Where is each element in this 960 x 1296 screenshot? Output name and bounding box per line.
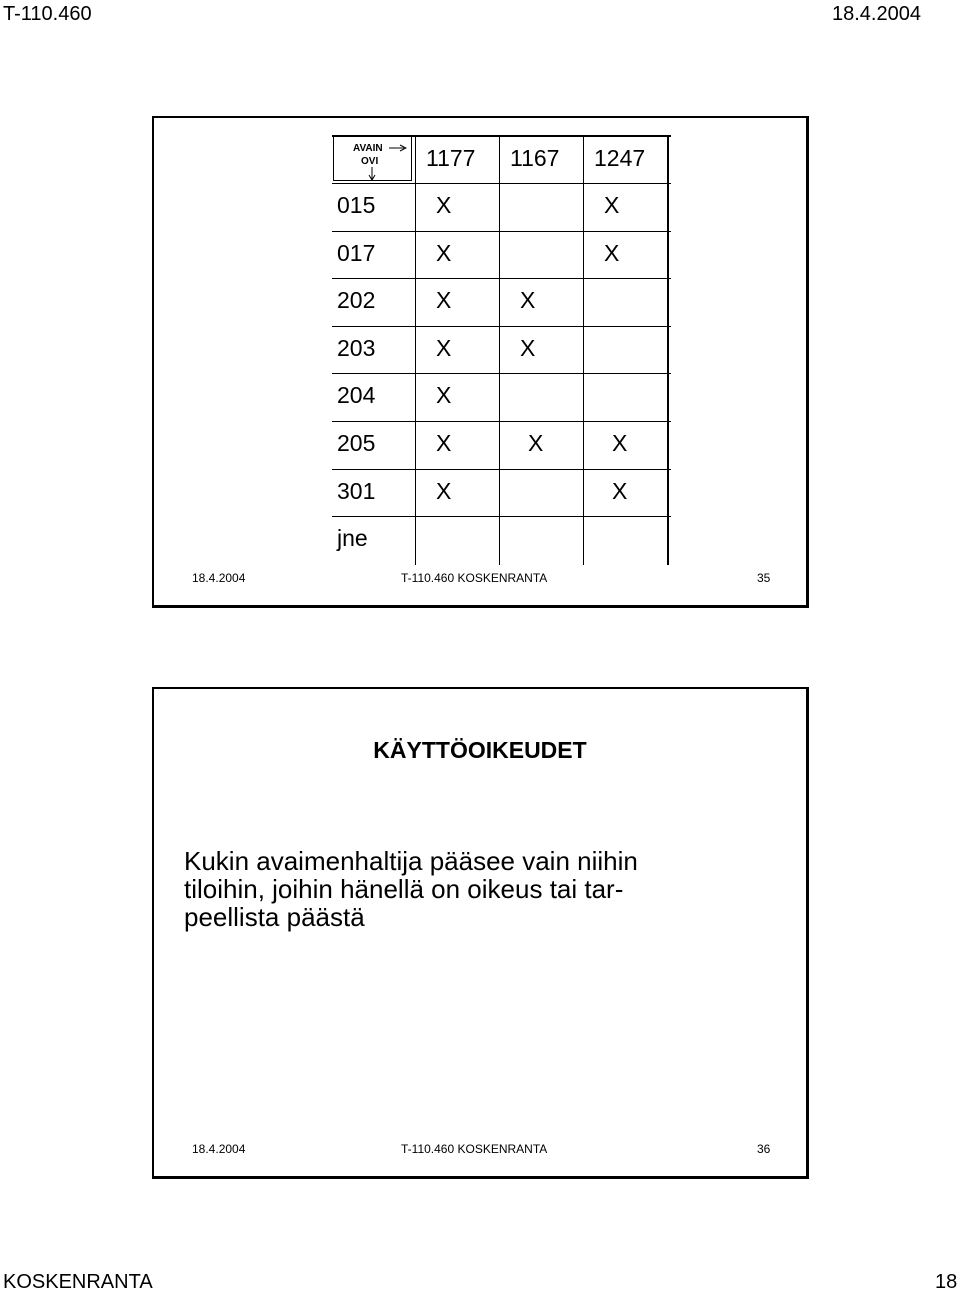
door-label: 015 xyxy=(337,192,376,218)
table-rule xyxy=(332,421,671,422)
key-column-header: 1177 xyxy=(426,145,476,171)
body-line: Kukin avaimenhaltija pääsee vain niihin xyxy=(184,846,638,876)
slide-footer-date: 18.4.2004 xyxy=(192,571,246,585)
door-label: 202 xyxy=(337,287,376,313)
page-footer-author: KOSKENRANTA xyxy=(3,1271,153,1293)
access-mark: X xyxy=(604,192,620,218)
slide-footer-course: T-110.460 KOSKENRANTA xyxy=(401,571,548,585)
table-rule xyxy=(332,373,671,374)
access-mark: X xyxy=(612,478,628,504)
key-door-table xyxy=(332,135,671,565)
slide-footer-page-number: 35 xyxy=(757,571,771,585)
door-label: 017 xyxy=(337,240,376,266)
slide-footer-page-number: 36 xyxy=(757,1142,771,1156)
table-column-rule xyxy=(415,135,416,565)
door-label: 204 xyxy=(337,382,376,408)
door-label: 205 xyxy=(337,430,376,456)
slide-footer-date: 18.4.2004 xyxy=(192,1142,246,1156)
access-mark: X xyxy=(436,430,452,456)
corner-key-label: AVAIN xyxy=(353,143,383,154)
door-label: 203 xyxy=(337,335,376,361)
door-label: 301 xyxy=(337,478,376,504)
slide-footer-course: T-110.460 KOSKENRANTA xyxy=(401,1142,548,1156)
table-rule xyxy=(332,183,671,184)
slide-36 xyxy=(152,687,809,1179)
page-header-course: T-110.460 xyxy=(3,3,92,25)
access-mark: X xyxy=(436,335,452,361)
corner-door-label: OVI xyxy=(361,156,379,167)
access-mark: X xyxy=(436,478,452,504)
access-mark: X xyxy=(436,240,452,266)
table-rule xyxy=(332,278,671,279)
body-line: tiloihin, joihin hänellä on oikeus tai tar- xyxy=(184,874,624,904)
arrow-right-icon xyxy=(389,144,407,152)
key-column-header: 1247 xyxy=(594,145,646,171)
table-rule xyxy=(332,516,671,517)
access-mark: X xyxy=(436,382,452,408)
table-border-right xyxy=(667,135,669,565)
access-mark: X xyxy=(520,335,536,361)
table-rule xyxy=(332,469,671,470)
door-label: jne xyxy=(337,525,368,551)
slide-35 xyxy=(152,116,809,608)
table-rule xyxy=(332,231,671,232)
arrow-down-icon xyxy=(368,167,376,181)
access-mark: X xyxy=(520,287,536,313)
access-mark: X xyxy=(436,287,452,313)
page-header-date: 18.4.2004 xyxy=(832,3,921,25)
key-column-header: 1167 xyxy=(510,145,560,171)
slide-body-text xyxy=(184,847,744,931)
table-column-rule xyxy=(583,135,584,565)
table-corner-cell xyxy=(333,136,412,181)
access-mark: X xyxy=(436,192,452,218)
access-mark: X xyxy=(528,430,544,456)
table-column-rule xyxy=(499,135,500,565)
access-mark: X xyxy=(612,430,628,456)
slide-title: KÄYTTÖOIKEUDET xyxy=(373,737,587,763)
access-mark: X xyxy=(604,240,620,266)
table-rule xyxy=(332,326,671,327)
body-line: peellista päästä xyxy=(184,902,365,932)
page-footer-page-number: 18 xyxy=(935,1271,958,1293)
